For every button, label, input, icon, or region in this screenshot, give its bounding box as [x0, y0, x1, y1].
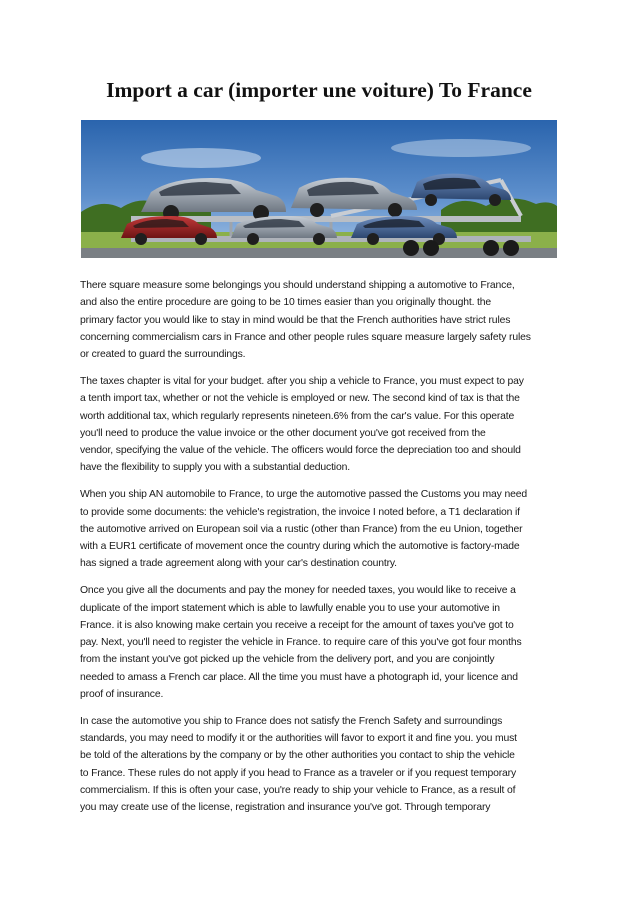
- text-line: be told of the alterations by the company or by the other authorities you contact to ship the vehicle: [80, 750, 515, 762]
- text-line: has signed a trade agreement along with your car's destination country.: [80, 558, 397, 570]
- paragraph-2: [80, 373, 562, 477]
- text-line: with a EUR1 certificate of movement once the country during which the automotive is factory-made: [80, 541, 520, 553]
- text-line: needed to amass a French car place. All the time you must have a photograph id, your licence and: [80, 671, 518, 683]
- text-line: concerning commercialism cars in France and other people rules square measure largely safety rules: [80, 331, 531, 343]
- text-line: you may create use of the license, registration and insurance you've got. Through temporary: [80, 802, 491, 814]
- text-line: have the flexibility to supply you with a substantial deduction.: [80, 462, 350, 474]
- text-line: to provide some documents: the vehicle's registration, the invoice I noted before, a T1 declaration if: [80, 506, 520, 518]
- cloud: [141, 148, 261, 168]
- text-line: a tenth import tax, whether or not the vehicle is employed or new. The second kind of tax is that the: [80, 393, 520, 405]
- text-line: pay. Next, you'll need to register the vehicle in France. to require care of this you've got four months: [80, 637, 522, 649]
- text-line: the automotive arrived on European soil via a rustic (other than France) from the eu Union, together: [80, 523, 523, 535]
- text-line: and also the entire procedure are going to be 10 times easier than you originally thought. the: [80, 297, 492, 309]
- text-line: When you ship AN automobile to France, to urge the automotive passed the Customs you may need: [80, 489, 527, 501]
- car-carrier-illustration: [81, 120, 557, 258]
- text-line: you'll need to produce the value invoice or the other document you've got received from the: [80, 427, 486, 439]
- text-line: to France. These rules do not apply if you head to France as a traveler or if you request temporary: [80, 767, 517, 779]
- paragraph-4: [80, 582, 562, 703]
- article-body: [80, 277, 562, 826]
- paragraph-3: [80, 486, 562, 572]
- document-title: Import a car (importer une voiture) To France: [106, 78, 532, 102]
- paragraph-5: [80, 713, 562, 817]
- text-line: There square measure some belongings you should understand shipping a automotive to France,: [80, 280, 515, 291]
- text-line: France. it is also knowing make certain you receive a receipt for the amount of taxes you've got to: [80, 619, 514, 631]
- text-line: commercialism. If this is often your case, you're ready to ship your vehicle to France, as a result of: [80, 785, 516, 797]
- text-line: Once you give all the documents and pay the money for needed taxes, you would like to receive a: [80, 585, 516, 597]
- car-carrier-photo: [81, 120, 557, 258]
- text-line: primary factor you would like to stay in mind would be that the French authorities have strict rules: [80, 314, 511, 326]
- text-line: In case the automotive you ship to France does not satisfy the French Safety and surroundings: [80, 715, 503, 727]
- text-line: standards, you may need to modify it or the authorities will favor to export it and fine you. you must: [80, 733, 517, 745]
- text-line: The taxes chapter is vital for your budget. after you ship a vehicle to France, you must expect to pay: [80, 375, 524, 387]
- text-line: duplicate of the import statement which is able to lawfully enable you to use your automotive in: [80, 602, 500, 614]
- paragraph-1: [80, 277, 562, 363]
- text-line: worth additional tax, which regularly represents nineteen.6% from the car's value. For this operate: [80, 410, 515, 422]
- text-line: vendor, specifying the value of the vehicle. The officers would force the depreciation too and should: [80, 445, 521, 457]
- cloud: [391, 139, 531, 157]
- text-line: from the instant you've got picked up the vehicle from the delivery port, and you are conjointly: [80, 654, 495, 666]
- text-line: proof of insurance.: [80, 689, 164, 701]
- text-line: or created to guard the surroundings.: [80, 349, 246, 361]
